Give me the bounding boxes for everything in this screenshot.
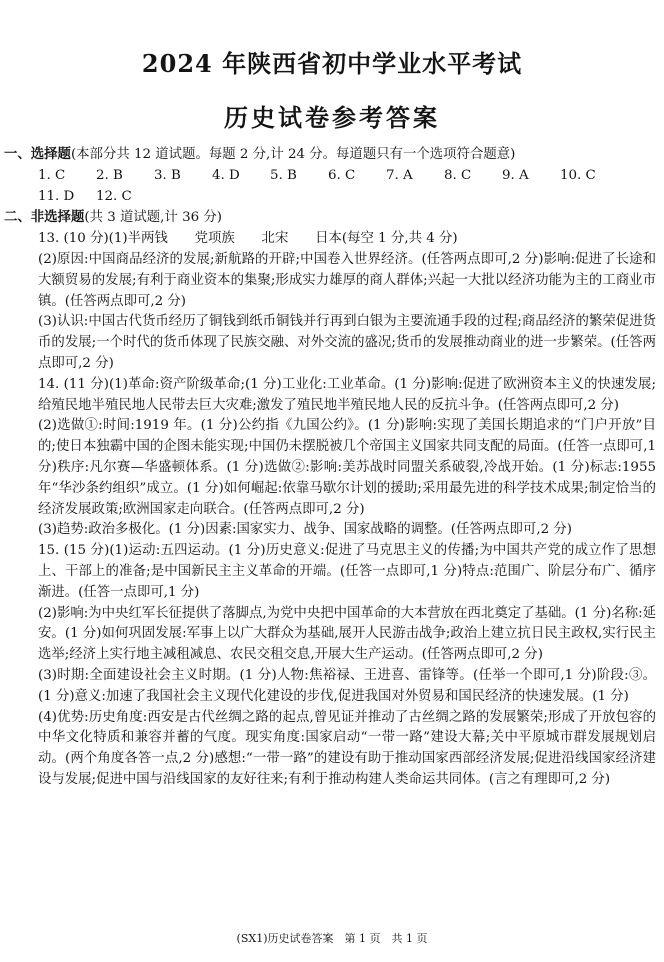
section-choice-title: 一、选择题 (4, 146, 71, 162)
choice-answer: 3. B (154, 167, 181, 183)
q15-part2: (2)影响:为中央红军长征提供了落脚点,为党中央把中国革命的大本营放在西北奠定了基础。(1 分)名称:延安。(1 分)如何巩固发展:军事上以广大群众为基础,展开人民游击战争;政治上建立抗日民主政权,实行民主选举;经济上实行地主减租减息、农民交租交息,开展大生产运动。(任答两点即可,2 分) (38, 605, 656, 663)
exam-subtitle: 历史试卷参考答案 (224, 103, 440, 132)
choice-answer: 9. A (502, 167, 529, 183)
q13-part2: (2)原因:中国商品经济的发展;新航路的开辟;中国卷入世界经济。(任答两点即可,2 分)影响:促进了长途和大额贸易的发展;有利于商业资本的集聚;形成实力雄厚的商人群体;兴起一大批以经济功能为主的工商业市镇。(任答两点即可,2 分) (38, 251, 656, 309)
q13-part1: 13. (10 分)(1)半两钱 党项族 北宋 日本(每空 1 分,共 4 分) (38, 231, 458, 247)
q14-part2: (2)选做①:时间:1919 年。(1 分)公约指《九国公约》。(1 分)影响:实现了美国长期追求的“门户开放”目的;使日本独霸中国的企图未能实现;中国仍未摆脱被几个帝国主义国家共同支配的局面。(任答一点即可,1 分)秩序:凡尔赛—华盛顿体系。(1 分)选做②:影响:美苏战时同盟关系破裂,冷战开始。(1 分)标志:1955 年“华沙条约组织”成立。(1 分)如何崛起:依靠马歇尔计划的援助;采用最先进的科学技术成果;制定恰当的经济发展政策;欧洲国家走向联合。(任答两点即可,2 分) (38, 418, 656, 517)
choice-answers-row-1 (4, 166, 656, 187)
choice-answer: 10. C (560, 167, 596, 183)
q15-part1: 15. (15 分)(1)运动:五四运动。(1 分)历史意义:促进了马克思主义的传播;为中国共产党的成立作了思想上、干部上的准备;是中国新民主主义革命的开端。(任答一点即可,1 分)特点:范围广、阶层分布广、循序渐进。(任答一点即可,1 分) (38, 543, 656, 600)
choice-answer: 1. C (38, 167, 66, 183)
choice-answer: 11. D (38, 188, 75, 204)
q15-part4: (4)优势:历史角度:西安是古代丝绸之路的起点,曾见证并推动了古丝绸之路的发展繁荣;形成了开放包容的中华文化特质和兼容并蓄的气度。现实角度:国家启动“一带一路”建设大幕;关中平原城市群发展规划启动。(两个角度各答一点,2 分)感想:“一带一路”的建设有助于推动国家西部经济发展;促进沿线国家经济建设与发展;促进中国与沿线国家的友好往来;有利于推动构建人类命运共同体。(言之有理即可,2 分) (38, 709, 656, 787)
q14-part1: 14. (11 分)(1)革命:资产阶级革命;(1 分)工业化:工业革命。(1 分)影响:促进了欧洲资本主义的快速发展;给殖民地半殖民地人民带去巨大灾难;激发了殖民地半殖民地人民的反抗斗争。(任答两点即可,2 分) (38, 376, 656, 413)
q14-part3: (3)趋势:政治多极化。(1 分)因素:国家实力、战争、国家战略的调整。(任答两点即可,2 分) (38, 522, 572, 538)
section-nonchoice-note: (共 3 道试题,计 36 分) (84, 210, 222, 226)
choice-answer: 2. B (96, 167, 123, 183)
page-footer: (SX1)历史试卷答案 第 1 页 共 1 页 (236, 932, 428, 945)
choice-answer: 12. C (96, 188, 132, 204)
answer-content (4, 144, 656, 791)
section-choice-heading (4, 144, 656, 166)
choice-answer: 6. C (328, 167, 356, 183)
section-nonchoice-title: 二、非选择题 (4, 209, 85, 226)
section-choice-note: (本部分共 12 道试题。每题 2 分,计 24 分。每道题只有一个选项符合题意) (70, 147, 516, 162)
section-nonchoice-heading (4, 207, 656, 229)
choice-answer: 7. A (386, 167, 413, 183)
choice-answer: 4. D (212, 167, 240, 183)
q15-part3: (3)时期:全面建设社会主义时期。(1 分)人物:焦裕禄、王进喜、雷锋等。(任举一个即可,1 分)阶段:③。(1 分)意义:加速了我国社会主义现代化建设的步伐,促进我国对外贸易和国民经济的快速发展。(1 分) (38, 667, 656, 704)
q13-part3: (3)认识:中国古代货币经历了铜钱到纸币铜钱并行再到白银为主要流通手段的过程;商品经济的繁荣促进货币的发展;一个时代的货币体现了民族交融、对外交流的盛况;货币的发展推动商业的进一步繁荣。(任答两点即可,2 分) (38, 314, 656, 371)
choice-answers-row-2 (4, 187, 656, 208)
choice-answer: 8. C (444, 167, 472, 183)
exam-title: 2024 年陕西省初中学业水平考试 (141, 49, 523, 78)
choice-answer: 5. B (270, 167, 297, 183)
